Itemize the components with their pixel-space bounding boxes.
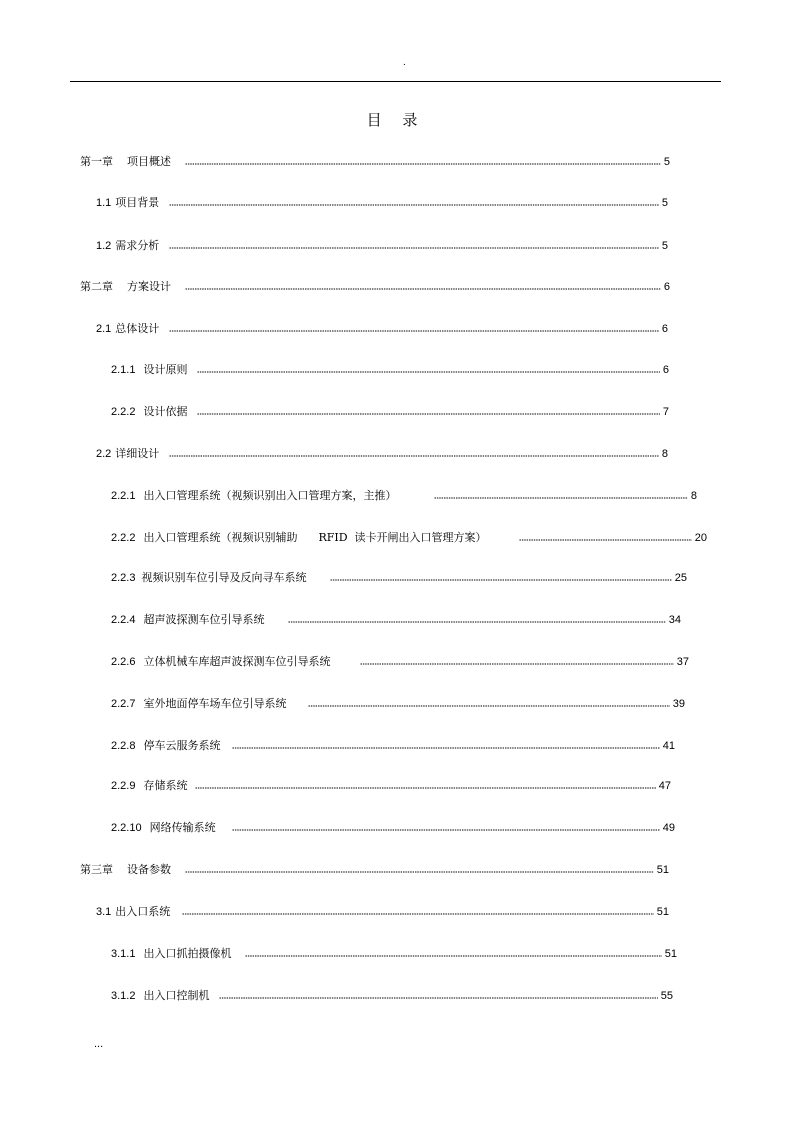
toc-dot-leader <box>197 411 659 417</box>
toc-entry[interactable] <box>111 653 689 669</box>
toc-entry-number: 3.1 <box>96 906 112 918</box>
toc-entry-title: 出入口管理系统（视频识别辅助 RFID 读卡开闸出入口管理方案） <box>143 531 487 544</box>
toc-entry[interactable] <box>80 861 669 877</box>
toc-entry-title: 立体机械车库超声波探测车位引导系统 <box>143 655 331 668</box>
toc-entry-number: 2.2.2 <box>111 532 136 544</box>
header-mark: . <box>403 57 406 68</box>
toc-entry-title: 出入口系统 <box>115 905 171 918</box>
toc-entry[interactable] <box>96 194 668 210</box>
toc-entry-number: 3.1.2 <box>111 990 136 1002</box>
toc-entry[interactable] <box>111 737 675 753</box>
toc-entry[interactable] <box>111 611 681 627</box>
toc-entry-number: 2.2.7 <box>111 698 136 710</box>
toc-dot-leader <box>434 495 687 501</box>
toc-entry-number: 2.1 <box>96 323 112 335</box>
toc-entry-number: 1.2 <box>96 240 112 252</box>
toc-entry-title: 方案设计 <box>127 280 171 293</box>
toc-entry-title: 网络传输系统 <box>149 821 216 834</box>
toc-entry-page: 6 <box>661 323 668 335</box>
toc-entry[interactable] <box>96 445 668 461</box>
toc-entry-page: 39 <box>672 698 685 710</box>
toc-entry-page: 5 <box>661 240 668 252</box>
toc-entry-page: 20 <box>694 532 707 544</box>
toc-entry-page: 37 <box>676 656 689 668</box>
toc-entry[interactable] <box>111 695 685 711</box>
toc-entry[interactable] <box>111 361 669 377</box>
toc-entry-page: 5 <box>663 156 670 168</box>
toc-entry[interactable] <box>96 903 669 919</box>
toc-entry-page: 25 <box>674 572 687 584</box>
continuation-ellipsis: ... <box>94 1038 104 1050</box>
toc-entry-number: 2.1.1 <box>111 364 136 376</box>
toc-entry-title: 总体设计 <box>115 322 160 335</box>
toc-dot-leader <box>360 661 673 667</box>
toc-entry-number: 第三章 <box>80 863 113 876</box>
toc-entry-page: 47 <box>658 780 671 792</box>
toc-entry-page: 41 <box>662 740 675 752</box>
toc-entry[interactable] <box>111 945 677 961</box>
toc-entry[interactable] <box>111 487 697 503</box>
toc-dot-leader <box>195 785 655 791</box>
toc-entry-number: 2.2.10 <box>111 822 142 834</box>
header-rule <box>70 81 721 82</box>
toc-entry-number: 2.2.1 <box>111 490 136 502</box>
toc-title: 目 录 <box>366 111 426 129</box>
toc-dot-leader <box>169 453 659 459</box>
toc-entry-title: 设计原则 <box>143 363 188 376</box>
toc-entry-number: 2.2.8 <box>111 740 136 752</box>
toc-entry-page: 51 <box>656 864 669 876</box>
toc-entry-page: 49 <box>662 822 675 834</box>
toc-dot-leader <box>232 745 659 751</box>
toc-entry-title: 室外地面停车场车位引导系统 <box>143 697 287 710</box>
toc-entry[interactable] <box>111 987 673 1003</box>
toc-dot-leader <box>219 995 657 1001</box>
toc-entry-page: 55 <box>660 990 673 1002</box>
toc-entry-title: 出入口控制机 <box>143 989 210 1002</box>
toc-dot-leader <box>169 245 659 251</box>
toc-entry-title: 详细设计 <box>115 447 160 460</box>
toc-entry-number: 2.2.4 <box>111 614 136 626</box>
toc-entry[interactable] <box>111 403 669 419</box>
toc-dot-leader <box>232 827 660 833</box>
toc-entry[interactable] <box>80 278 670 294</box>
toc-entry-number: 第二章 <box>80 280 113 293</box>
toc-dot-leader <box>169 202 659 208</box>
toc-entry-title: 出入口抓拍摄像机 <box>143 947 232 960</box>
toc-entry-number: 2.2.6 <box>111 656 136 668</box>
toc-entry-title: 设备参数 <box>127 863 171 876</box>
toc-entry-number: 1.1 <box>96 197 112 209</box>
toc-entry-number: 3.1.1 <box>111 948 136 960</box>
toc-dot-leader <box>169 328 659 334</box>
toc-entry-number: 2.2.9 <box>111 780 136 792</box>
toc-entry[interactable] <box>111 819 675 835</box>
toc-entry-title: 项目背景 <box>115 196 160 209</box>
toc-entry[interactable] <box>80 153 670 169</box>
toc-entry-title: 超声波探测车位引导系统 <box>143 613 265 626</box>
toc-dot-leader <box>288 619 665 625</box>
toc-entry-number: 2.2.2 <box>111 406 136 418</box>
toc-entry-page: 5 <box>661 197 668 209</box>
toc-entry[interactable] <box>111 777 671 793</box>
toc-entry-page: 6 <box>662 364 669 376</box>
toc-dot-leader <box>185 286 661 292</box>
toc-entry[interactable] <box>111 529 707 545</box>
toc-entry-title: 存储系统 <box>143 779 188 792</box>
toc-entry-page: 8 <box>661 448 668 460</box>
toc-entry-number: 第一章 <box>80 155 113 168</box>
toc-entry-title: 需求分析 <box>115 239 160 252</box>
toc-entry-page: 34 <box>668 614 681 626</box>
toc-entry-number: 2.2 <box>96 448 112 460</box>
toc-entry[interactable] <box>111 569 687 585</box>
toc-dot-leader <box>185 869 654 875</box>
toc-entry-page: 7 <box>662 406 669 418</box>
toc-dot-leader <box>245 953 661 959</box>
toc-entry-page: 51 <box>664 948 677 960</box>
toc-entry-page: 8 <box>690 490 697 502</box>
toc-entry-page: 51 <box>656 906 669 918</box>
toc-entry-title: 出入口管理系统（视频识别出入口管理方案，主推） <box>143 489 397 502</box>
toc-dot-leader <box>185 161 661 167</box>
toc-dot-leader <box>519 537 692 543</box>
toc-entry-page: 6 <box>663 281 670 293</box>
toc-dot-leader <box>197 369 659 375</box>
toc-entry[interactable] <box>96 320 668 336</box>
toc-entry-title: 项目概述 <box>127 155 171 168</box>
toc-entry-title: 停车云服务系统 <box>143 739 221 752</box>
toc-entry[interactable] <box>96 237 668 253</box>
toc-entry-title: 视频识别车位引导及反向寻车系统 <box>141 571 307 584</box>
toc-dot-leader <box>330 577 671 583</box>
toc-entry-title: 设计依据 <box>143 405 188 418</box>
toc-dot-leader <box>182 911 653 917</box>
toc-entry-number: 2.2.3 <box>111 572 136 584</box>
toc-dot-leader <box>308 703 669 709</box>
